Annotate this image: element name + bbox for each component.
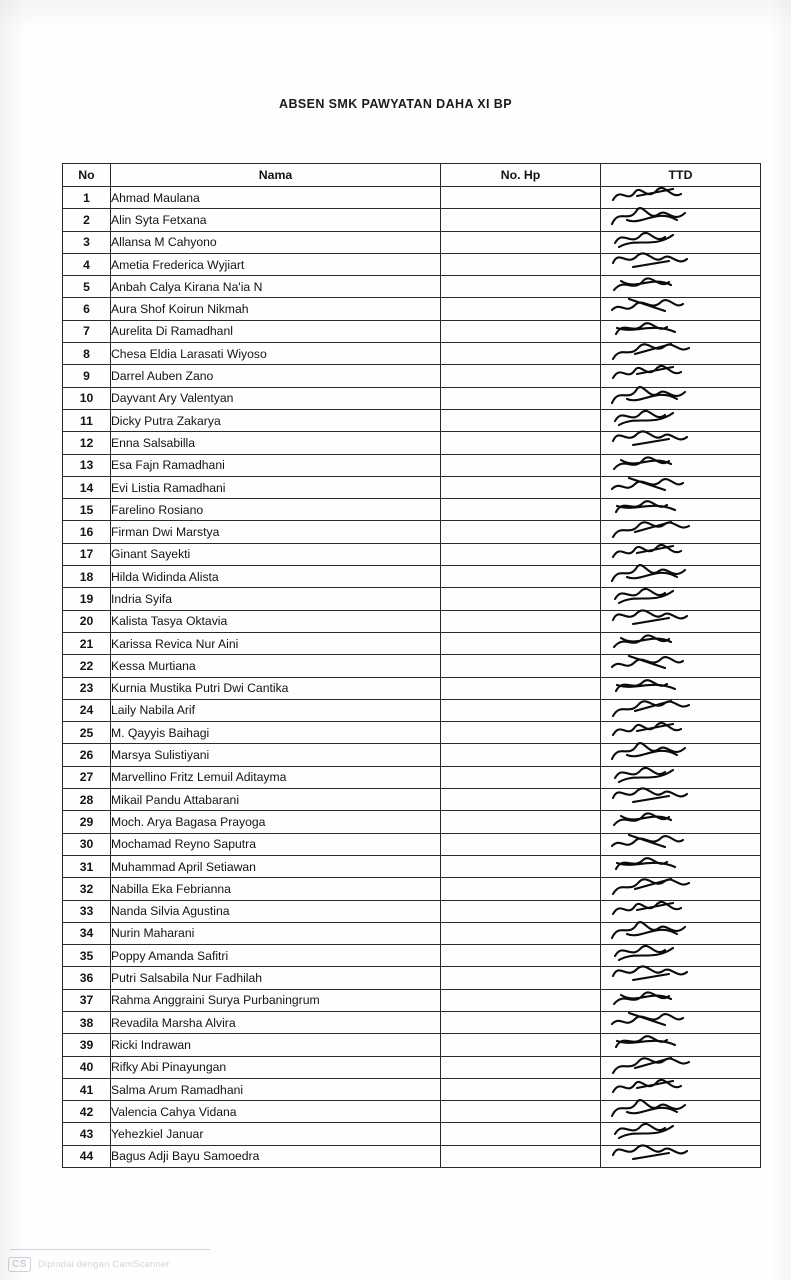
cell-no: 5 [63,276,111,298]
cell-no: 24 [63,699,111,721]
cell-phone [441,1078,601,1100]
table-row [63,276,761,298]
cell-nama: Ahmad Maulana [111,187,441,209]
table-row [63,878,761,900]
cell-signature [601,432,761,454]
cell-phone [441,655,601,677]
cell-signature [601,454,761,476]
table-row [63,1145,761,1167]
table-row [63,744,761,766]
cell-no: 33 [63,900,111,922]
cell-signature [601,298,761,320]
cell-phone [441,855,601,877]
cell-signature [601,588,761,610]
table-row [63,1011,761,1033]
camscanner-watermark [8,1257,170,1272]
cell-nama: Darrel Auben Zano [111,365,441,387]
cell-no: 31 [63,855,111,877]
cell-phone [441,922,601,944]
cell-no: 29 [63,811,111,833]
cell-nama: Kurnia Mustika Putri Dwi Cantika [111,677,441,699]
attendance-table [62,163,761,1168]
cell-no: 41 [63,1078,111,1100]
table-row [63,1101,761,1123]
cell-nama: Kalista Tasya Oktavia [111,610,441,632]
cell-phone [441,833,601,855]
table-row [63,320,761,342]
cell-nama: Mochamad Reyno Saputra [111,833,441,855]
cell-no: 42 [63,1101,111,1123]
cell-phone [441,432,601,454]
table-row [63,722,761,744]
table-row [63,253,761,275]
cell-signature [601,387,761,409]
cell-nama: Chesa Eldia Larasati Wiyoso [111,343,441,365]
cell-nama: Indria Syifa [111,588,441,610]
cell-nama: Enna Salsabilla [111,432,441,454]
cell-phone [441,499,601,521]
cell-nama: Rahma Anggraini Surya Purbaningrum [111,989,441,1011]
table-row [63,855,761,877]
table-row [63,1034,761,1056]
cell-nama: Mikail Pandu Attabarani [111,789,441,811]
cell-no: 27 [63,766,111,788]
cell-nama: Nurin Maharani [111,922,441,944]
cell-nama: Nabilla Eka Febrianna [111,878,441,900]
camscanner-label: Dipindai dengan CamScanner [37,1259,170,1270]
cell-no: 36 [63,967,111,989]
cell-signature [601,900,761,922]
table-row [63,566,761,588]
cell-nama: Laily Nabila Arif [111,699,441,721]
table-row [63,187,761,209]
cell-signature [601,521,761,543]
cell-no: 7 [63,320,111,342]
table-row [63,789,761,811]
cell-no: 21 [63,632,111,654]
cell-no: 9 [63,365,111,387]
cell-signature [601,1056,761,1078]
cell-no: 6 [63,298,111,320]
cell-phone [441,744,601,766]
cell-signature [601,1034,761,1056]
table-row [63,476,761,498]
cell-phone [441,476,601,498]
cell-signature [601,1078,761,1100]
cell-phone [441,989,601,1011]
cell-signature [601,632,761,654]
cell-signature [601,365,761,387]
cell-phone [441,945,601,967]
table-row [63,298,761,320]
cell-nama: Bagus Adji Bayu Samoedra [111,1145,441,1167]
cell-phone [441,1056,601,1078]
cell-phone [441,320,601,342]
cell-nama: Yehezkiel Januar [111,1123,441,1145]
table-row [63,989,761,1011]
cell-no: 38 [63,1011,111,1033]
cell-signature [601,343,761,365]
cell-no: 18 [63,566,111,588]
cell-phone [441,231,601,253]
cell-nama: M. Qayyis Baihagi [111,722,441,744]
column-header-nama: Nama [111,164,441,187]
cell-nama: Nanda Silvia Agustina [111,900,441,922]
cell-signature [601,1101,761,1123]
table-row [63,632,761,654]
table-row [63,1078,761,1100]
cell-phone [441,409,601,431]
cell-no: 37 [63,989,111,1011]
cell-signature [601,967,761,989]
cell-no: 14 [63,476,111,498]
cell-nama: Firman Dwi Marstya [111,521,441,543]
cell-phone [441,967,601,989]
table-row [63,231,761,253]
cell-signature [601,744,761,766]
cell-signature [601,476,761,498]
table-row [63,365,761,387]
cell-nama: Allansa M Cahyono [111,231,441,253]
cell-no: 32 [63,878,111,900]
cell-signature [601,699,761,721]
camscanner-badge-icon: CS [8,1257,31,1272]
page-title: ABSEN SMK PAWYATAN DAHA XI BP [279,97,512,111]
cell-signature [601,922,761,944]
column-header-ttd: TTD [601,164,761,187]
cell-nama: Putri Salsabila Nur Fadhilah [111,967,441,989]
cell-signature [601,677,761,699]
cell-phone [441,1034,601,1056]
cell-phone [441,878,601,900]
cell-phone [441,766,601,788]
cell-nama: Poppy Amanda Safitri [111,945,441,967]
column-header-hp: No. Hp [441,164,601,187]
cell-signature [601,566,761,588]
cell-phone [441,1123,601,1145]
cell-signature [601,766,761,788]
cell-no: 10 [63,387,111,409]
cell-phone [441,699,601,721]
cell-phone [441,387,601,409]
cell-no: 8 [63,343,111,365]
table-row [63,588,761,610]
cell-no: 20 [63,610,111,632]
cell-nama: Karissa Revica Nur Aini [111,632,441,654]
cell-nama: Moch. Arya Bagasa Prayoga [111,811,441,833]
watermark-rule [10,1249,210,1250]
cell-nama: Ginant Sayekti [111,543,441,565]
cell-signature [601,878,761,900]
table-row [63,1123,761,1145]
cell-no: 40 [63,1056,111,1078]
table-row [63,343,761,365]
cell-no: 39 [63,1034,111,1056]
cell-no: 3 [63,231,111,253]
cell-signature [601,231,761,253]
cell-signature [601,789,761,811]
cell-phone [441,365,601,387]
cell-signature [601,855,761,877]
table-row [63,454,761,476]
cell-no: 15 [63,499,111,521]
cell-signature [601,276,761,298]
cell-nama: Dayvant Ary Valentyan [111,387,441,409]
cell-no: 34 [63,922,111,944]
table-row [63,1056,761,1078]
cell-phone [441,789,601,811]
cell-signature [601,320,761,342]
cell-phone [441,1101,601,1123]
cell-no: 26 [63,744,111,766]
cell-nama: Muhammad April Setiawan [111,855,441,877]
cell-nama: Hilda Widinda Alista [111,566,441,588]
cell-nama: Salma Arum Ramadhani [111,1078,441,1100]
cell-signature [601,1123,761,1145]
table-row [63,900,761,922]
cell-phone [441,521,601,543]
table-row [63,945,761,967]
cell-no: 28 [63,789,111,811]
cell-no: 23 [63,677,111,699]
cell-no: 22 [63,655,111,677]
cell-phone [441,209,601,231]
table-row [63,655,761,677]
table-row [63,766,761,788]
cell-signature [601,989,761,1011]
table-row [63,387,761,409]
cell-phone [441,610,601,632]
cell-phone [441,677,601,699]
cell-nama: Anbah Calya Kirana Na'ia N [111,276,441,298]
cell-no: 1 [63,187,111,209]
cell-no: 11 [63,409,111,431]
table-row [63,543,761,565]
cell-nama: Rifky Abi Pinayungan [111,1056,441,1078]
table-row [63,833,761,855]
cell-nama: Valencia Cahya Vidana [111,1101,441,1123]
table-header-row [63,164,761,187]
cell-phone [441,343,601,365]
cell-nama: Evi Listia Ramadhani [111,476,441,498]
cell-no: 12 [63,432,111,454]
column-header-no: No [63,164,111,187]
attendance-table-container [62,163,760,1168]
cell-no: 17 [63,543,111,565]
table-row [63,922,761,944]
cell-nama: Dicky Putra Zakarya [111,409,441,431]
cell-nama: Alin Syta Fetxana [111,209,441,231]
cell-signature [601,409,761,431]
cell-signature [601,209,761,231]
cell-phone [441,811,601,833]
cell-nama: Marsya Sulistiyani [111,744,441,766]
cell-phone [441,588,601,610]
cell-phone [441,900,601,922]
cell-signature [601,187,761,209]
cell-no: 4 [63,253,111,275]
cell-nama: Marvellino Fritz Lemuil Aditayma [111,766,441,788]
table-row [63,521,761,543]
cell-nama: Ricki Indrawan [111,1034,441,1056]
cell-phone [441,1011,601,1033]
table-row [63,409,761,431]
cell-signature [601,253,761,275]
table-row [63,610,761,632]
cell-no: 35 [63,945,111,967]
cell-signature [601,499,761,521]
cell-nama: Esa Fajn Ramadhani [111,454,441,476]
cell-phone [441,632,601,654]
cell-no: 2 [63,209,111,231]
table-row [63,499,761,521]
cell-signature [601,945,761,967]
cell-nama: Aura Shof Koirun Nikmah [111,298,441,320]
cell-phone [441,1145,601,1167]
cell-phone [441,722,601,744]
cell-no: 44 [63,1145,111,1167]
cell-signature [601,1011,761,1033]
table-row [63,967,761,989]
cell-signature [601,543,761,565]
attendance-table-body [63,187,761,1168]
table-row [63,699,761,721]
cell-no: 43 [63,1123,111,1145]
cell-no: 25 [63,722,111,744]
cell-no: 30 [63,833,111,855]
cell-no: 13 [63,454,111,476]
cell-phone [441,253,601,275]
cell-phone [441,276,601,298]
cell-no: 19 [63,588,111,610]
table-row [63,432,761,454]
table-row [63,811,761,833]
cell-phone [441,187,601,209]
table-row [63,209,761,231]
cell-phone [441,543,601,565]
cell-signature [601,722,761,744]
cell-signature [601,1145,761,1167]
cell-nama: Kessa Murtiana [111,655,441,677]
cell-nama: Aurelita Di Ramadhanl [111,320,441,342]
cell-nama: Farelino Rosiano [111,499,441,521]
cell-signature [601,833,761,855]
table-row [63,677,761,699]
cell-phone [441,298,601,320]
cell-phone [441,566,601,588]
cell-no: 16 [63,521,111,543]
cell-signature [601,610,761,632]
cell-nama: Ametia Frederica Wyjiart [111,253,441,275]
cell-phone [441,454,601,476]
cell-signature [601,811,761,833]
cell-signature [601,655,761,677]
cell-nama: Revadila Marsha Alvira [111,1011,441,1033]
